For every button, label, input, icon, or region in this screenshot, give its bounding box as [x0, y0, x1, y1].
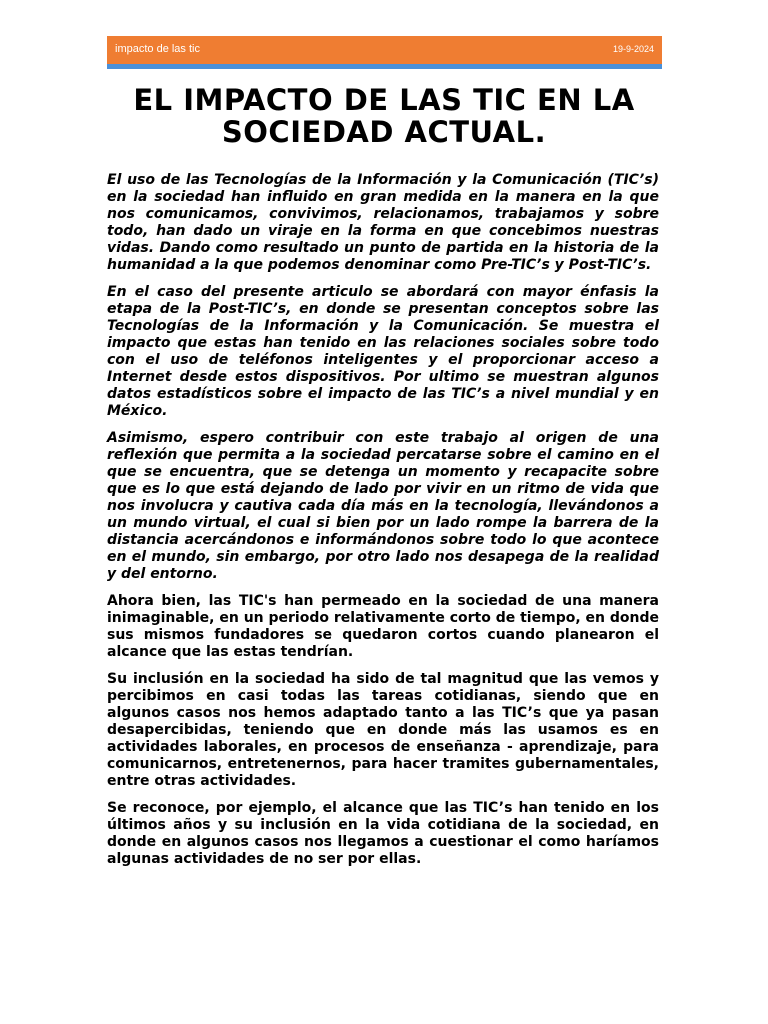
paragraph-recognition: Se reconoce, por ejemplo, el alcance que las TIC’s han tenido en los últimos años y su inclusión en la vida cotidiana de la sociedad, en donde en algunos casos nos llegamos a cuestionar el como haríamos algunas actividades de no ser por ellas. — [107, 800, 659, 867]
paragraph-article-scope: En el caso del presente articulo se abordará con mayor énfasis la etapa de la Post-TIC’s, en donde se presentan conceptos sobre las Tecnologías de la Información y la Comunicación. Se muestra el impacto que estas han tenido en las relaciones sociales sobre todo con el uso de teléfonos inteligentes y el proporcionar acceso a Internet desde estos dispositivos. Por ultimo se muestran algunos datos estadísticos sobre el impacto de las TIC’s a nivel mundial y en México. — [107, 284, 659, 419]
paragraph-reflection: Asimismo, espero contribuir con este trabajo al origen de una reflexión que permita a la sociedad percatarse sobre el camino en el que se encuentra, que se detenga un momento y recapacite sobre que es lo que está dejando de lado por vivir en un ritmo de vida que nos involucra y cautiva cada día más en la tecnología, llevándonos a un mundo virtual, el cual si bien por un lado rompe la barrera de la distancia acercándonos e informándonos sobre todo lo que acontece en el mundo, sin embargo, por otro lado nos desapega de la realidad y del entorno. — [107, 430, 659, 582]
page-header — [107, 36, 662, 64]
header-date: 19-9-2024 — [612, 44, 654, 54]
document-body — [107, 172, 659, 878]
paragraph-intro: El uso de las Tecnologías de la Información y la Comunicación (TIC’s) en la sociedad han influido en gran medida en la manera en la que nos comunicamos, convivimos, relacionamos, trabajamos y sobre todo, han dado un viraje en la forma en que concebimos nuestras vidas. Dando como resultado un punto de partida en la historia de la humanidad a la que podemos denominar como Pre-TIC’s y Post-TIC’s. — [107, 172, 659, 273]
header-accent-stripe — [107, 64, 662, 69]
paragraph-tic-permeation: Ahora bien, las TIC's han permeado en la sociedad de una manera inimaginable, en un periodo relativamente corto de tiempo, en donde sus mismos fundadores se quedaron cortos cuando planearon el alcance que las estas tendrían. — [107, 593, 659, 660]
header-title: impacto de las tic — [115, 43, 200, 55]
document-title: EL IMPACTO DE LAS TIC EN LA SOCIEDAD ACTUAL. — [133, 83, 635, 149]
paragraph-inclusion: Su inclusión en la sociedad ha sido de tal magnitud que las vemos y percibimos en casi todas las tareas cotidianas, siendo que en algunos casos nos hemos adaptado tanto a las TIC’s que ya pasan desapercibidas, teniendo que en donde más las usamos es en actividades laborales, en procesos de enseñanza - aprendizaje, para comunicarnos, entretenernos, para hacer tramites gubernamentales, entre otras actividades. — [107, 671, 659, 789]
